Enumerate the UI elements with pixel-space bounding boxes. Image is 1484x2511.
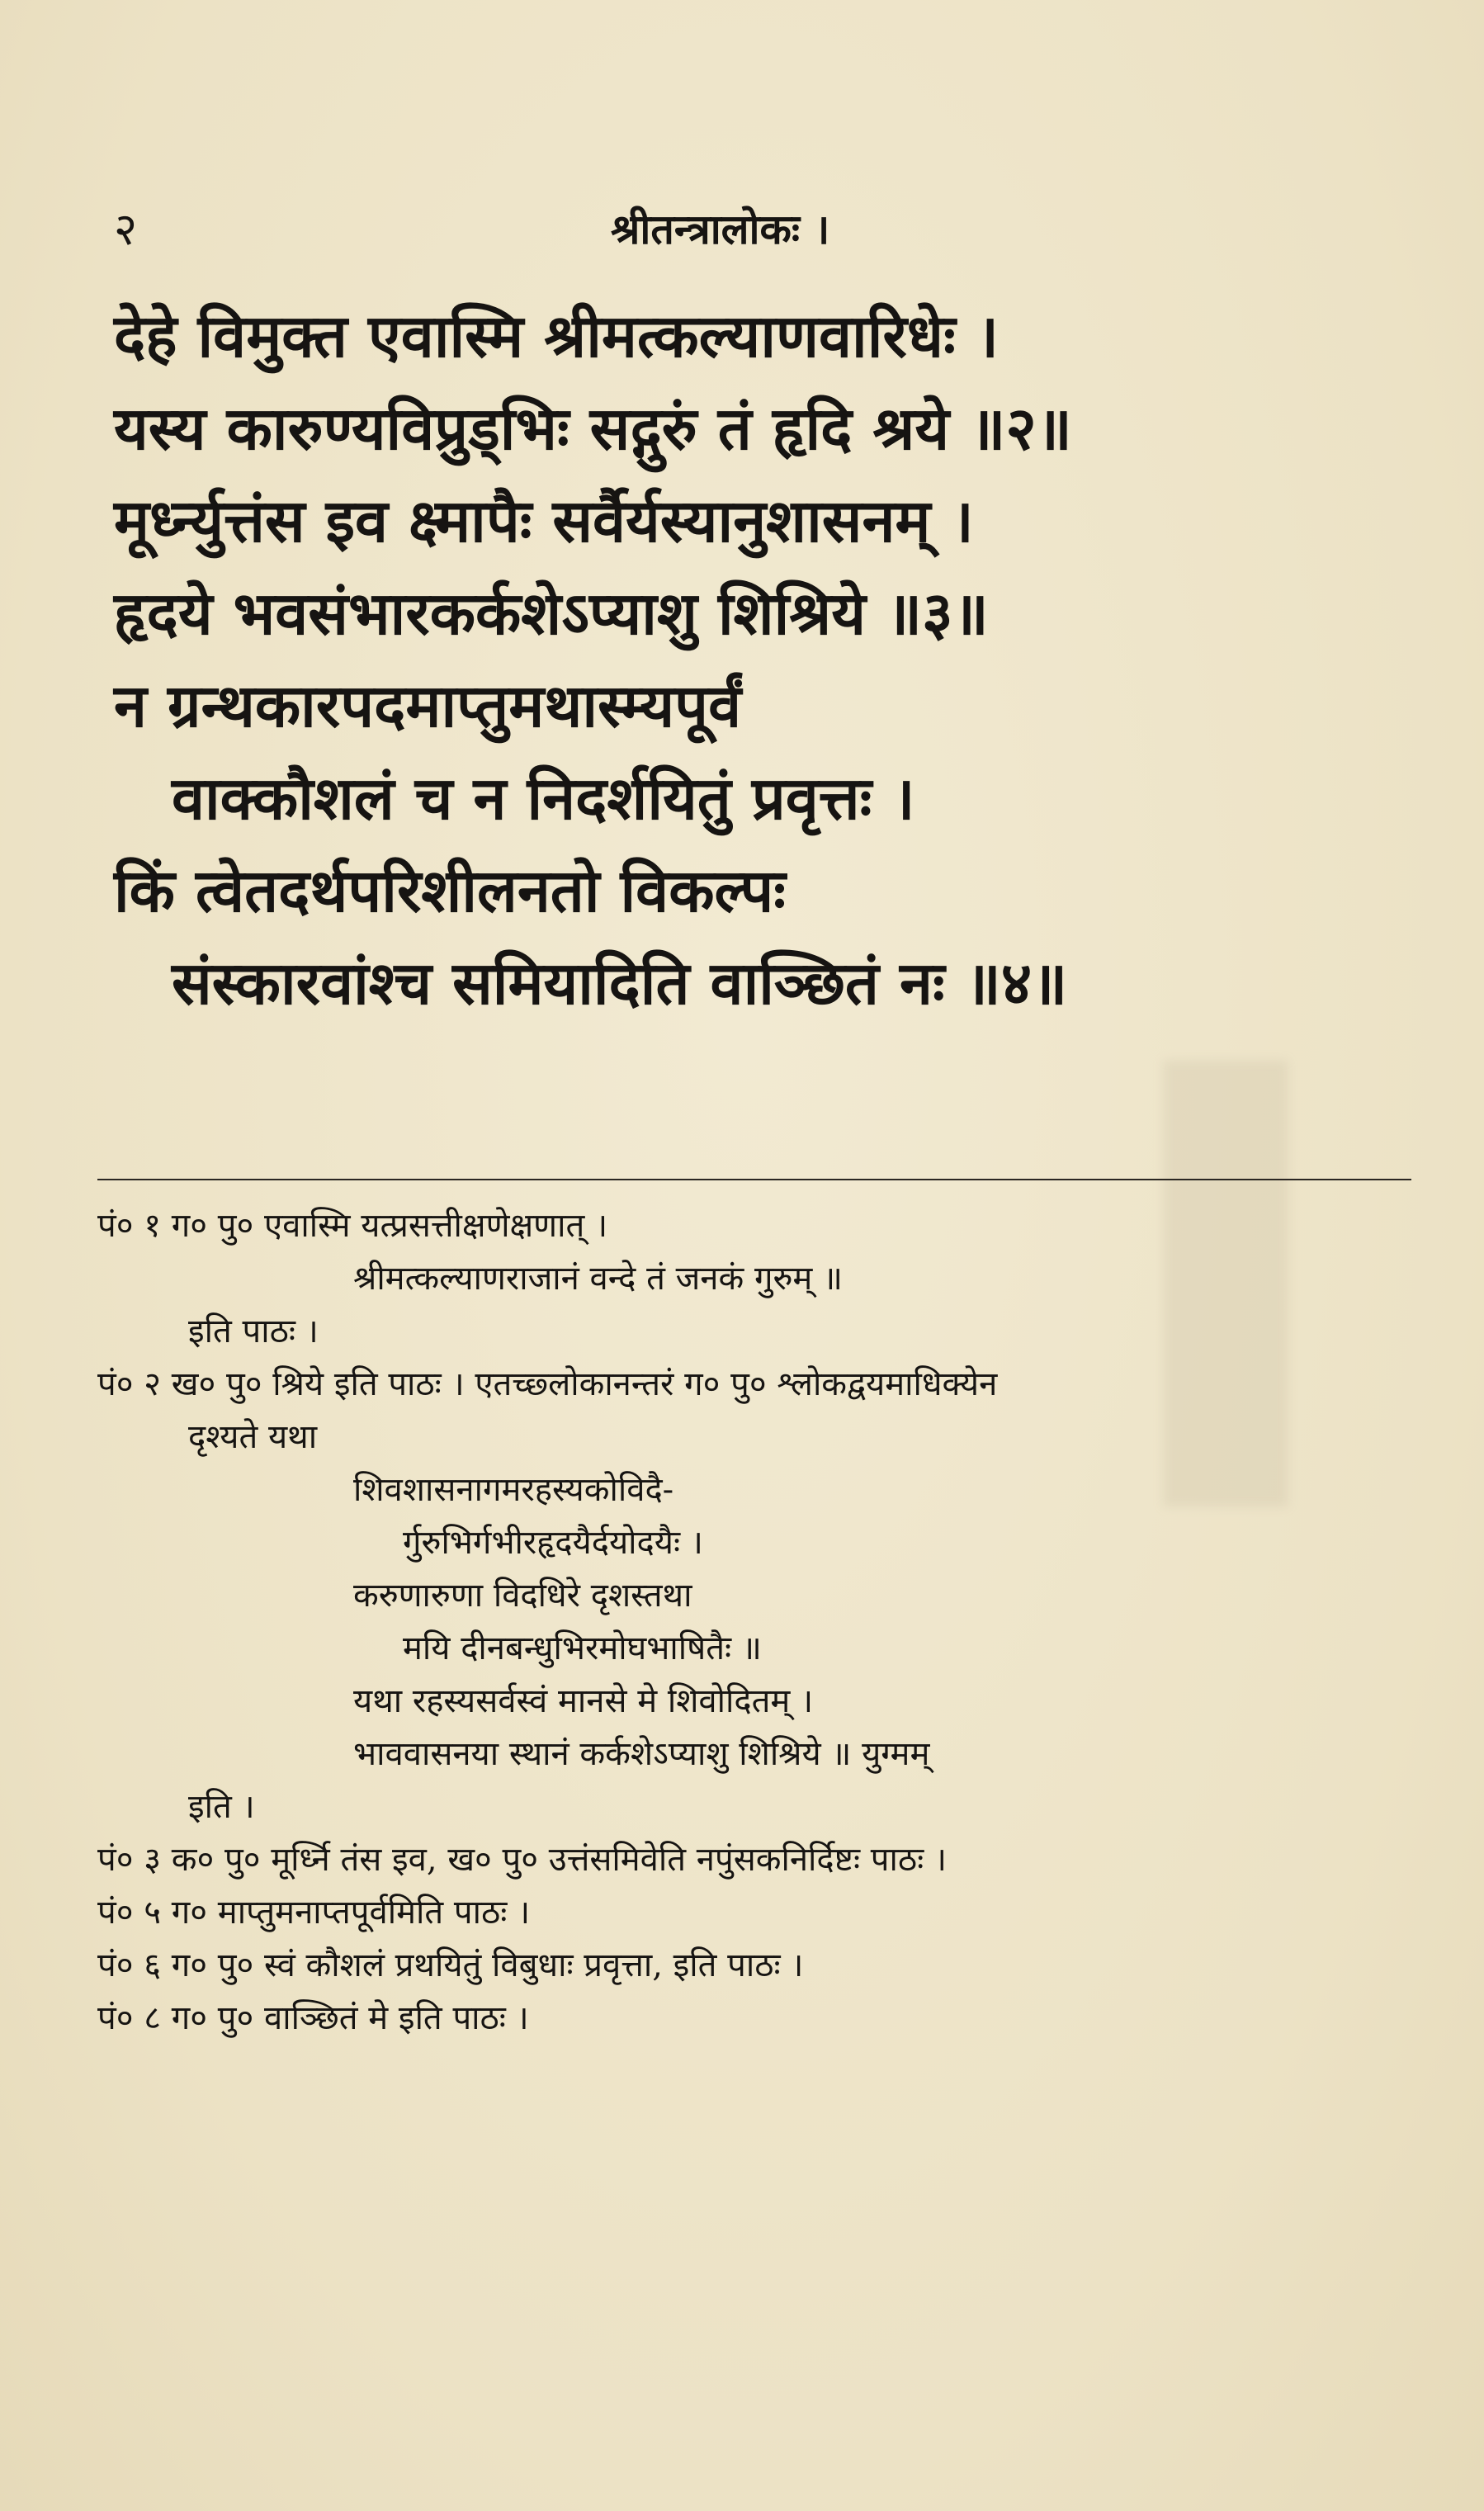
footnote-quote-line: यथा रहस्यसर्वस्वं मानसे मे शिवोदितम् । xyxy=(353,1682,814,1720)
footnote-line: पं० १ ग० पु० एवास्मि यत्प्रसत्तीक्षणेक्षणात् । xyxy=(97,1207,608,1245)
footnote-line: इति । xyxy=(188,1788,255,1826)
verse-block xyxy=(114,297,1401,1037)
verse-line: संस्कारवांश्च समियादिति वाञ्छितं नः ॥४॥ xyxy=(172,948,1068,1018)
verse-line: हृदये भवसंभारकर्कशेऽप्याशु शिश्रिये ॥३॥ xyxy=(114,578,989,648)
verse-line: यस्य कारुण्यविप्रुड्भिः सद्गुरुं तं हृदि श्रये ॥२॥ xyxy=(114,393,1072,463)
footnote-quote-line: करुणारुणा विदधिरे दृशस्तथा xyxy=(353,1577,692,1615)
footnote-quote-line: भाववासनया स्थानं कर्कशेऽप्याशु शिश्रिये ॥ युग्मम् xyxy=(353,1735,930,1773)
footnote-quote-line: मयि दीनबन्धुभिरमोघभाषितैः ॥ xyxy=(403,1629,762,1667)
footnote-quote-line: श्रीमत्कल्याणराजानं वन्दे तं जनकं गुरुम् ॥ xyxy=(353,1260,843,1298)
verse-line: वाक्कौशलं च न निदर्शयितुं प्रवृत्तः । xyxy=(172,763,915,833)
footnotes xyxy=(97,1207,1418,2052)
verse-line: देहे विमुक्त एवास्मि श्रीमत्कल्याणवारिधेः । xyxy=(114,300,999,371)
footnote-line: इति पाठः । xyxy=(188,1312,319,1350)
footnote-quote-line: शिवशासनागमरहस्यकोविदै- xyxy=(353,1471,674,1509)
verse-line: न ग्रन्थकारपदमाप्तुमथास्म्यपूर्वं xyxy=(114,670,742,740)
footnote-line: पं० ८ ग० पु० वाञ्छितं मे इति पाठः । xyxy=(97,1999,529,2037)
footnote-line: दृश्यते यथा xyxy=(188,1418,318,1456)
footnote-line: पं० ६ ग० पु० स्वं कौशलं प्रथयितुं विबुधाः प्रवृत्ता, इति पाठः । xyxy=(97,1946,804,1984)
footnote-line: पं० ५ ग० माप्तुमनाप्तपूर्वमिति पाठः । xyxy=(97,1894,531,1932)
footnote-line: पं० ३ क० पु० मूर्ध्नि तंस इव, ख० पु० उत्तंसमिवेति नपुंसकनिर्दिष्टः पाठः । xyxy=(97,1841,948,1879)
footnote-line: पं० २ ख० पु० श्रिये इति पाठः । एतच्छ्लोकानन्तरं ग० पु० श्लोकद्वयमाधिक्येन xyxy=(97,1365,998,1403)
verse-line: मूर्ध्न्युत्तंस इव क्ष्मापैः सर्वैर्यस्यानुशासनम् । xyxy=(114,485,974,556)
page-number: २ xyxy=(114,203,138,255)
footnote-divider xyxy=(97,1179,1411,1180)
verse-line: किं त्वेतदर्थपरिशीलनतो विकल्पः xyxy=(114,855,786,925)
footnote-quote-line: र्गुरुभिर्गभीरहृदयैर्दयोदयैः । xyxy=(403,1524,703,1562)
running-head-title: श्रीतन्त्रालोकः । xyxy=(611,205,830,253)
